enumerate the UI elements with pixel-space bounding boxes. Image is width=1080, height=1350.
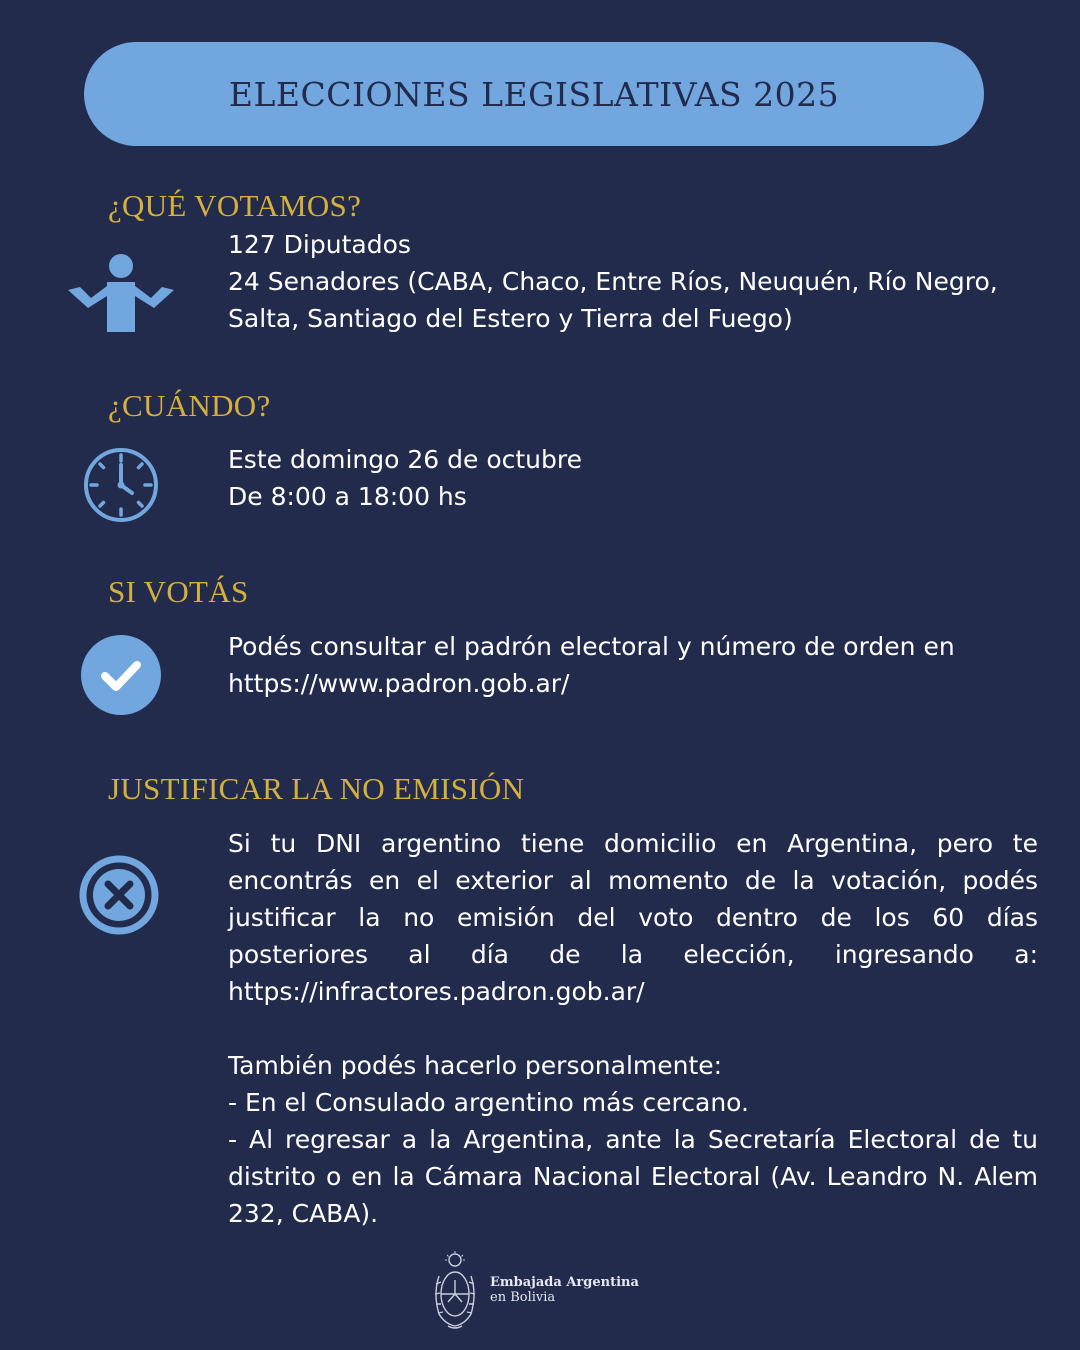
x-circle-icon <box>77 853 161 937</box>
section-heading-que-votamos: ¿QUÉ VOTAMOS? <box>108 188 362 223</box>
body-line: Salta, Santiago del Estero y Tierra del Fuego) <box>228 304 793 333</box>
clock-icon <box>82 446 160 524</box>
title-banner <box>84 42 984 146</box>
body-line: 127 Diputados <box>228 230 411 259</box>
person-shrug-icon <box>66 250 176 334</box>
footer-line-bolivia: en Bolivia <box>490 1290 556 1305</box>
footer-text <box>490 1275 639 1305</box>
section-heading-cuando: ¿CUÁNDO? <box>108 388 271 423</box>
footer-logo <box>430 1250 639 1330</box>
justificar-paragraph-online: Si tu DNI argentino tiene domicilio en Argentina, pero te encontrás en el exterior al momento de la votación, podés justificar la no emisión del voto dentro de los 60 días posteriores al día de la elección, ingresando a: https://infractores.padron.gob.ar/ <box>228 829 1038 1006</box>
justificar-paragraph-regreso: - Al regresar a la Argentina, ante la Secretaría Electoral de tu distrito o en la Cámara Nacional Electoral (Av. Leandro N. Alem 232, CABA). <box>228 1125 1038 1228</box>
check-circle-icon <box>80 634 162 716</box>
section-body-si-votas <box>228 628 955 702</box>
section-heading-si-votas: SI VOTÁS <box>108 574 249 609</box>
body-line: - En el Consulado argentino más cercano. <box>228 1088 749 1117</box>
body-line: De 8:00 a 18:00 hs <box>228 482 467 511</box>
body-line: 24 Senadores (CABA, Chaco, Entre Ríos, Neuquén, Río Negro, <box>228 267 998 296</box>
body-line: Podés consultar el padrón electoral y número de orden en <box>228 632 955 661</box>
section-body-que-votamos <box>228 226 998 337</box>
section-body-cuando <box>228 441 582 515</box>
argentina-coat-of-arms-icon <box>430 1250 480 1330</box>
section-heading-justificar: JUSTIFICAR LA NO EMISIÓN <box>108 771 525 806</box>
body-line: Este domingo 26 de octubre <box>228 445 582 474</box>
body-line: https://www.padron.gob.ar/ <box>228 669 570 698</box>
footer-line-embajada: Embajada Argentina <box>490 1275 639 1290</box>
section-body-justificar <box>228 825 1038 1232</box>
body-line: También podés hacerlo personalmente: <box>228 1051 723 1080</box>
page-title: ELECCIONES LEGISLATIVAS 2025 <box>228 74 840 114</box>
